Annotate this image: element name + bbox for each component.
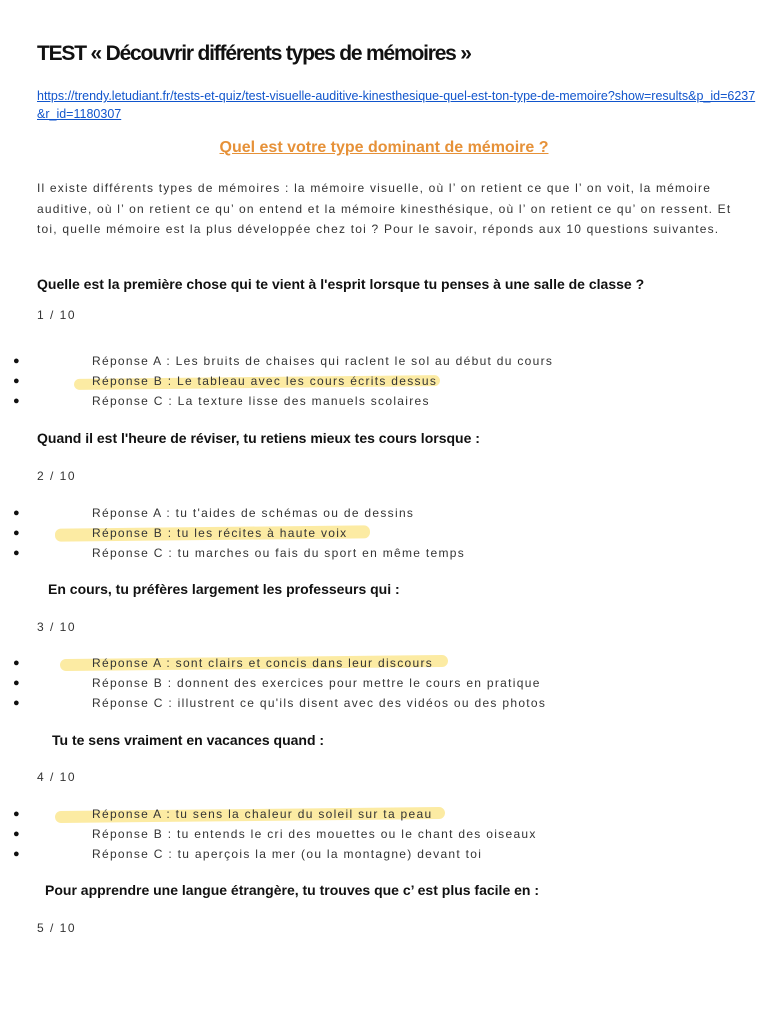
question-1: Quelle est la première chose qui te vient à l'esprit lorsque tu penses à une salle de classe ? bbox=[37, 276, 645, 292]
question-counter-2: 2 / 10 bbox=[37, 469, 77, 483]
answer-4a bbox=[0, 804, 768, 824]
answer-text: Réponse B : donnent des exercices pour mettre le cours en pratique bbox=[92, 676, 541, 690]
answer-text: Réponse C : La texture lisse des manuels scolaires bbox=[92, 394, 430, 408]
bullet-icon: ● bbox=[13, 395, 20, 407]
intro-paragraph: Il existe différents types de mémoires : la mémoire visuelle, où l’ on retient ce que l’ on voit, la mémoire auditive, où l’ on retient ce qu’ on entend et la mémoire kinesthésique, où l’ on retient ce qu’ on ressent. Et toi, quelle mémoire est la plus développée chez toi ? Pour le savoir, réponds aux 10 questions suivantes. bbox=[37, 181, 732, 236]
question-counter-4: 4 / 10 bbox=[37, 770, 77, 784]
answer-text: Réponse B : tu les récites à haute voix bbox=[92, 526, 348, 540]
question-counter-5: 5 / 10 bbox=[37, 921, 77, 935]
question-counter-3: 3 / 10 bbox=[37, 620, 77, 634]
answer-4c bbox=[0, 844, 768, 864]
answer-text: Réponse C : illustrent ce qu'ils disent avec des vidéos ou des photos bbox=[92, 696, 547, 710]
answer-text: Réponse B : Le tableau avec les cours écrits dessus bbox=[92, 374, 438, 388]
bullet-icon: ● bbox=[13, 828, 20, 840]
question-4: Tu te sens vraiment en vacances quand : bbox=[52, 732, 325, 748]
source-link[interactable]: https://trendy.letudiant.fr/tests-et-quiz/test-visuelle-auditive-kinesthesique-quel-est-ton-type-de-memoire?show=results&p_id=6237&r_id=1180307 bbox=[37, 89, 756, 121]
question-counter-1: 1 / 10 bbox=[37, 308, 77, 322]
answer-text: Réponse C : tu marches ou fais du sport en même temps bbox=[92, 546, 466, 560]
bullet-icon: ● bbox=[13, 848, 20, 860]
bullet-icon: ● bbox=[13, 808, 20, 820]
bullet-icon: ● bbox=[13, 547, 20, 559]
answer-1a bbox=[0, 351, 768, 371]
question-2: Quand il est l'heure de réviser, tu retiens mieux tes cours lorsque : bbox=[37, 430, 480, 446]
answer-1b bbox=[0, 371, 768, 391]
bullet-icon: ● bbox=[13, 507, 20, 519]
answer-text: Réponse B : tu entends le cri des mouettes ou le chant des oiseaux bbox=[92, 827, 537, 841]
bullet-icon: ● bbox=[13, 657, 20, 669]
bullet-icon: ● bbox=[13, 527, 20, 539]
answer-2a bbox=[0, 503, 768, 523]
answer-text: Réponse A : sont clairs et concis dans leur discours bbox=[92, 656, 434, 670]
answer-1c bbox=[0, 391, 768, 411]
bullet-icon: ● bbox=[13, 677, 20, 689]
answer-2c bbox=[0, 543, 768, 563]
answer-3b bbox=[0, 673, 768, 693]
answer-2b bbox=[0, 523, 768, 543]
question-3: En cours, tu préfères largement les professeurs qui : bbox=[48, 581, 400, 597]
answer-text: Réponse A : Les bruits de chaises qui raclent le sol au début du cours bbox=[92, 354, 554, 368]
answer-text: Réponse C : tu aperçois la mer (ou la montagne) devant toi bbox=[92, 847, 483, 861]
bullet-icon: ● bbox=[13, 355, 20, 367]
answer-3a bbox=[0, 653, 768, 673]
answer-text: Réponse A : tu t'aides de schémas ou de dessins bbox=[92, 506, 415, 520]
bullet-icon: ● bbox=[13, 375, 20, 387]
answer-4b bbox=[0, 824, 768, 844]
page-title: TEST « Découvrir différents types de mémoires » bbox=[37, 42, 471, 65]
answer-3c bbox=[0, 693, 768, 713]
answer-text: Réponse A : tu sens la chaleur du soleil sur ta peau bbox=[92, 807, 433, 821]
question-5: Pour apprendre une langue étrangère, tu trouves que c’ est plus facile en : bbox=[45, 882, 540, 898]
bullet-icon: ● bbox=[13, 697, 20, 709]
section-heading: Quel est votre type dominant de mémoire ? bbox=[219, 139, 549, 156]
